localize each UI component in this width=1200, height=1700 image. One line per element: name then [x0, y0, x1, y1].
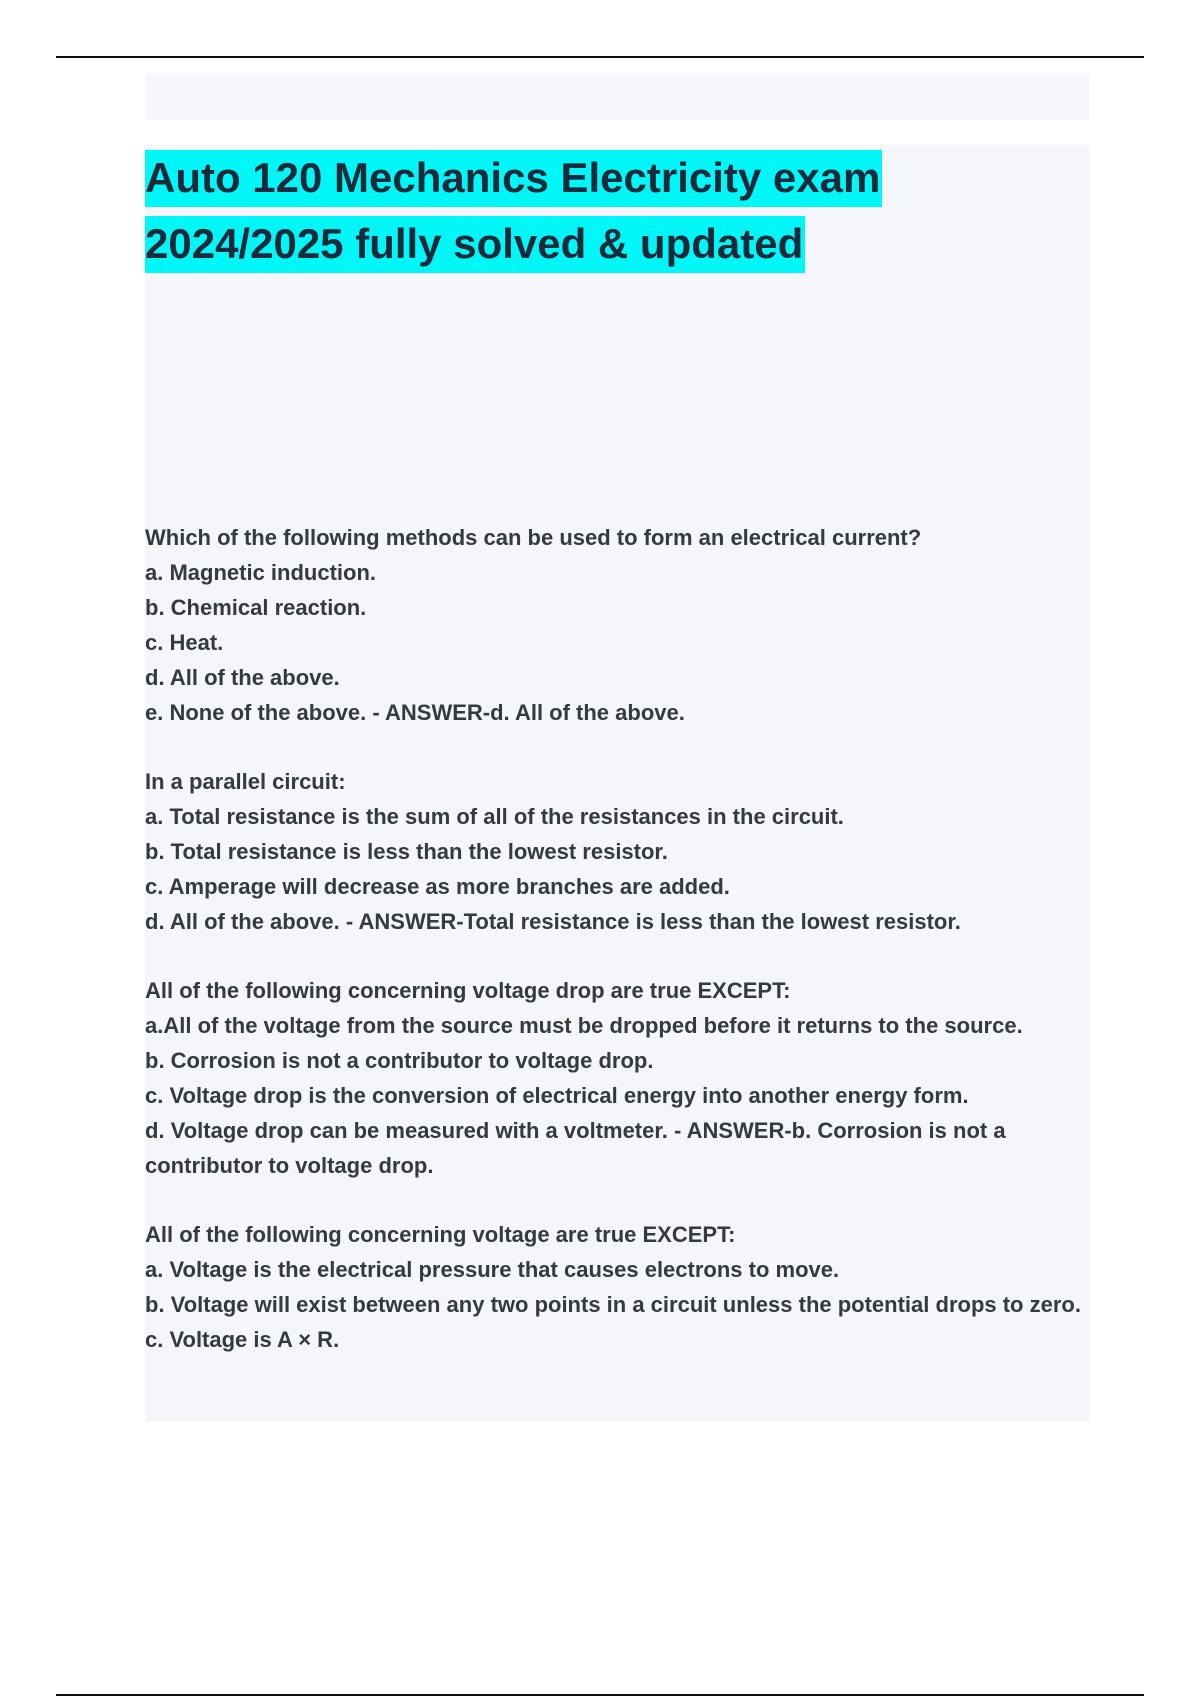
question-4-prompt: All of the following concerning voltage are true EXCEPT:	[145, 1222, 736, 1247]
header-band	[145, 73, 1090, 120]
question-2-option-b: b. Total resistance is less than the lowest resistor.	[145, 839, 668, 864]
question-4-option-a: a. Voltage is the electrical pressure that causes electrons to move.	[145, 1257, 840, 1282]
question-3-option-a: a.All of the voltage from the source must be dropped before it returns to the source.	[145, 1013, 1023, 1038]
question-block-4	[145, 1217, 1090, 1357]
question-list	[145, 520, 1090, 1391]
top-rule	[56, 56, 1144, 58]
question-2-option-d-answer: d. All of the above. - ANSWER-Total resistance is less than the lowest resistor.	[145, 909, 961, 934]
document-content	[145, 145, 1090, 1422]
title-line-1: Auto 120 Mechanics Electricity exam	[145, 150, 882, 207]
question-3-option-c: c. Voltage drop is the conversion of electrical energy into another energy form.	[145, 1083, 969, 1108]
question-block-2	[145, 764, 1090, 939]
question-4-option-c: c. Voltage is A × R.	[145, 1327, 340, 1352]
question-3-option-d-answer: d. Voltage drop can be measured with a voltmeter. - ANSWER-b. Corrosion is not a contributor to voltage drop.	[145, 1118, 1006, 1178]
title-line-2: 2024/2025 fully solved & updated	[145, 216, 805, 273]
question-1-option-a: a. Magnetic induction.	[145, 560, 377, 585]
question-3-prompt: All of the following concerning voltage drop are true EXCEPT:	[145, 978, 791, 1003]
question-3-option-b: b. Corrosion is not a contributor to voltage drop.	[145, 1048, 654, 1073]
question-1-option-e-answer: e. None of the above. - ANSWER-d. All of the above.	[145, 700, 685, 725]
question-4-option-b: b. Voltage will exist between any two points in a circuit unless the potential drops to zero.	[145, 1292, 1081, 1317]
question-2-option-a: a. Total resistance is the sum of all of the resistances in the circuit.	[145, 804, 844, 829]
question-2-prompt: In a parallel circuit:	[145, 769, 346, 794]
question-1-prompt: Which of the following methods can be used to form an electrical current?	[145, 525, 922, 550]
document-title	[145, 145, 1090, 277]
question-1-option-d: d. All of the above.	[145, 665, 340, 690]
question-2-option-c: c. Amperage will decrease as more branches are added.	[145, 874, 730, 899]
bottom-rule	[56, 1694, 1144, 1696]
question-1-option-c: c. Heat.	[145, 630, 224, 655]
question-1-option-b: b. Chemical reaction.	[145, 595, 367, 620]
question-block-3	[145, 973, 1090, 1183]
question-block-1	[145, 520, 1090, 730]
